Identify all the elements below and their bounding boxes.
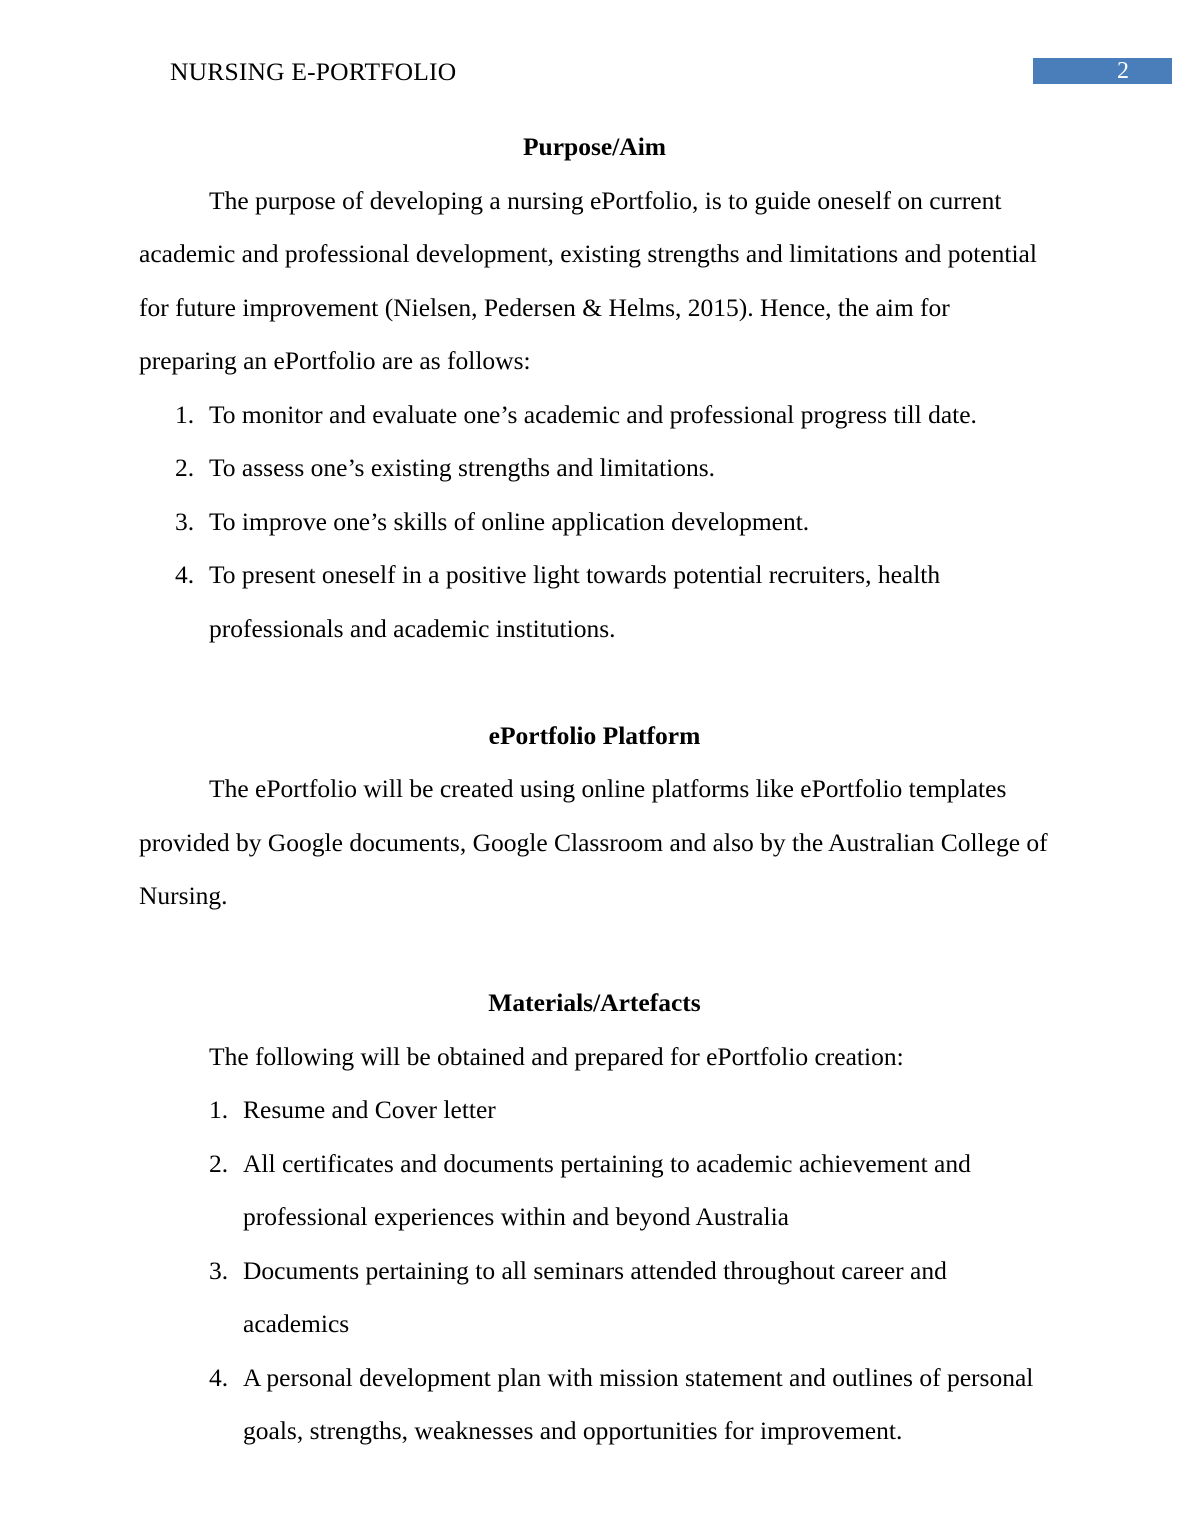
paragraph-eportfolio-platform: The ePortfolio will be created using online platforms like ePortfolio templates provided by Google documents, Google Classroom and also by the Australian College of Nursing.: [139, 774, 1048, 910]
list-item: [139, 1083, 1050, 1137]
list-item-text: All certificates and documents pertaining to academic achievement and professional experiences within and beyond Australia: [243, 1148, 971, 1231]
section-spacer: [139, 923, 1050, 977]
list-marker: 1.: [175, 399, 195, 429]
list-item-text: To present oneself in a positive light towards potential recruiters, health professionals and academic institutions.: [209, 560, 941, 643]
list-item: [139, 495, 1050, 549]
list-marker: 4.: [209, 1362, 229, 1392]
list-marker: 2.: [175, 453, 195, 482]
list-item: [139, 1244, 1050, 1351]
list-marker: 1.: [209, 1095, 229, 1124]
document-body: [139, 120, 1050, 1458]
list-item: [139, 548, 1050, 655]
paragraph-purpose-aim: The purpose of developing a nursing ePortfolio, is to guide oneself on current academic and professional development, existing strengths and limitations and potential for future improvement (Nielsen, Pedersen & Helms, 2015). Hence, the aim for preparing an ePortfolio are as follows:: [139, 185, 1037, 375]
heading-purpose-aim: Purpose/Aim: [522, 132, 667, 161]
list-marker: 3.: [209, 1255, 229, 1285]
list-item-text: Resume and Cover letter: [243, 1095, 496, 1124]
list-item-text: A personal development plan with mission statement and outlines of personal goals, strengths, weaknesses and opportunities for improvement.: [243, 1362, 1034, 1445]
list-item-text: Documents pertaining to all seminars attended throughout career and academics: [243, 1255, 947, 1338]
page-number: 2: [1117, 58, 1129, 84]
list-marker: 2.: [209, 1148, 229, 1178]
page-number-badge: [1033, 58, 1172, 84]
paragraph-materials-artefacts: The following will be obtained and prepared for ePortfolio creation:: [209, 1041, 904, 1071]
list-aims: [139, 388, 1050, 656]
heading-eportfolio-platform: ePortfolio Platform: [488, 720, 701, 750]
list-item: [139, 388, 1050, 442]
list-item: [139, 441, 1050, 495]
list-item-text: To improve one’s skills of online application development.: [209, 506, 810, 536]
running-header-title: NURSING E-PORTFOLIO: [170, 57, 457, 86]
list-marker: 4.: [175, 560, 195, 589]
running-header: [0, 0, 1190, 110]
list-item-text: To assess one’s existing strengths and limitations.: [209, 453, 716, 482]
list-item: [139, 1351, 1050, 1458]
list-item-text: To monitor and evaluate one’s academic and professional progress till date.: [209, 399, 977, 429]
list-materials: [139, 1083, 1050, 1458]
list-marker: 3.: [175, 506, 195, 536]
list-item: [139, 1137, 1050, 1244]
section-spacer: [139, 655, 1050, 709]
heading-materials-artefacts: Materials/Artefacts: [488, 988, 701, 1017]
